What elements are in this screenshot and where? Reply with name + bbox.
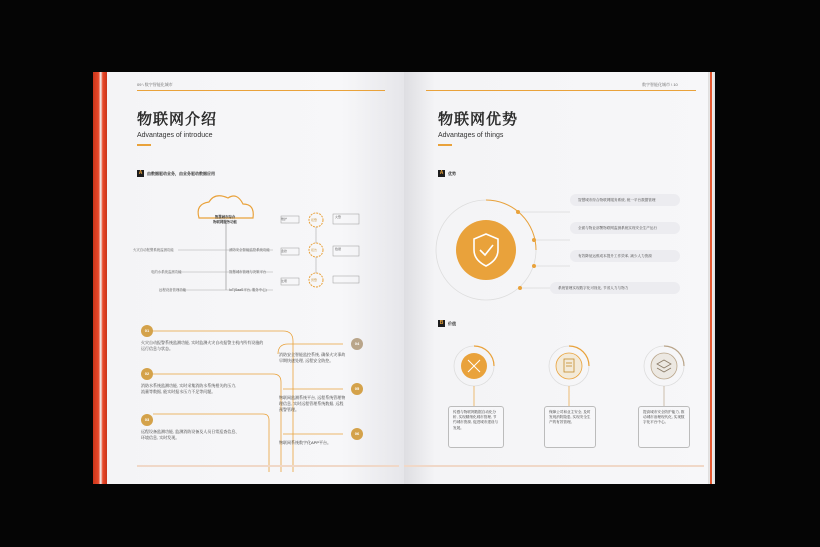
cloud-title-1: 智慧城市综合	[214, 215, 236, 219]
right-accent-bar	[438, 144, 452, 146]
step-node-03: 03	[141, 414, 153, 426]
step-node-04: 04	[351, 338, 363, 350]
right-section-a-text: 优势	[448, 171, 456, 176]
step-node-05: 05	[351, 383, 363, 395]
right-footer-strip	[404, 465, 704, 467]
right-section-a-tag: A	[439, 170, 444, 176]
step-node-01: 01	[141, 325, 153, 337]
step-text-05: 物联网监测系统平台, 远程系统管理物理信息, 实时远程管理系统数据, 远程预警管理。	[279, 395, 346, 412]
flow-label-5: 监控	[281, 249, 288, 253]
flow-label-7: 火警	[335, 215, 342, 219]
right-section-b-text: 价值	[448, 321, 456, 326]
step-text-03: 远程设备监测功能, 监测消防设备及人员日常巡查信息、环境信息, 实时发现。	[141, 429, 240, 440]
right-page	[404, 72, 715, 484]
left-section-a-text: 由数据驱动业务，由业务驱动数据应用	[147, 171, 215, 176]
diagram-right-label-2: 智慧城市管理与决策平台	[229, 270, 267, 274]
advantage-pill-3: 有效降低运维成本提升工作效率, 减少人力资源	[570, 250, 680, 262]
diagram-right-label-1: 消防安全智能监控系统功能	[229, 248, 270, 252]
right-header-rule	[426, 90, 696, 91]
left-page	[93, 72, 404, 484]
red-page-edge	[93, 72, 107, 484]
flow-label-4: 维护	[281, 217, 288, 221]
advantage-pill-2: 全面与物业部署物联网监测系统实现安全生产运行	[570, 222, 680, 234]
cloud-title-2: 物联网服务功能	[213, 220, 237, 224]
step-text-04: 消防安全智能监控系统, 确保火灾事故早期快速处理, 远程安全防控。	[279, 352, 346, 363]
left-accent-bar	[137, 144, 151, 146]
left-header-rule	[137, 90, 385, 91]
advantage-pill-4: 系统管理实现数字化可视化, 节省人力与物力	[550, 282, 680, 294]
left-subtitle: Advantages of introduce	[137, 132, 213, 139]
right-title: 物联网优势	[438, 111, 519, 128]
step-text-01: 火灾自动报警系统监测功能, 实时监测火灾自动报警主机内所有设施的运行信息与状态。	[141, 340, 264, 351]
right-subtitle: Advantages of things	[438, 132, 504, 139]
flow-label-3: 预警	[311, 278, 318, 282]
step-text-02: 消防水系统监测功能, 实时采集消防水系统相关的压力, 流量等数据, 能实时报水压力不足等问题。	[141, 383, 237, 394]
flow-label-1: 报警	[311, 218, 318, 222]
flow-label-6: 处理	[281, 279, 288, 283]
right-page-edge	[708, 72, 715, 484]
left-header: 09 \ 数字智能化城市	[137, 82, 173, 87]
open-brochure	[93, 72, 715, 484]
step-node-06: 06	[351, 428, 363, 440]
step-node-02: 02	[141, 368, 153, 380]
diagram-left-label-2: 电的水系统监测功能	[151, 270, 182, 274]
right-header: 数字智能化城市 \ 10	[642, 82, 678, 87]
diagram-right-label-3: IoT(SaaS平台, 服务中心)	[229, 288, 267, 292]
advantage-graphic	[434, 182, 584, 322]
flow-label-2: 报告	[311, 248, 318, 252]
diagram-left-label-1: 火灾自动报警系统监测功能	[133, 248, 174, 252]
diagram-left-label-3: 远程设备管理功能	[159, 288, 187, 292]
left-title: 物联网介绍	[137, 111, 218, 128]
step-text-06: 物联网系统数字化APP平台。	[279, 440, 332, 445]
value-box-3: 提高城市安全防护能力, 推动城市治理现代化, 实现数字化平台中心。	[638, 406, 690, 448]
value-box-2: 保障公司和业主安全, 及时发现消防隐患, 实现安全生产的有效管理。	[544, 406, 596, 448]
flow-label-8: 数据	[335, 247, 342, 251]
right-section-b-tag: B	[439, 320, 444, 326]
left-section-a-tag: A	[138, 170, 143, 176]
value-box-1: 传感与物联网数据自动化分析, 实现精细化城市管理, 节约城市资源, 促进城市建设与发展。	[448, 406, 504, 448]
left-footer-strip	[137, 465, 399, 467]
advantage-pill-1: 智慧城市综合物联网服务系统, 统一平台数据管理	[570, 194, 680, 206]
